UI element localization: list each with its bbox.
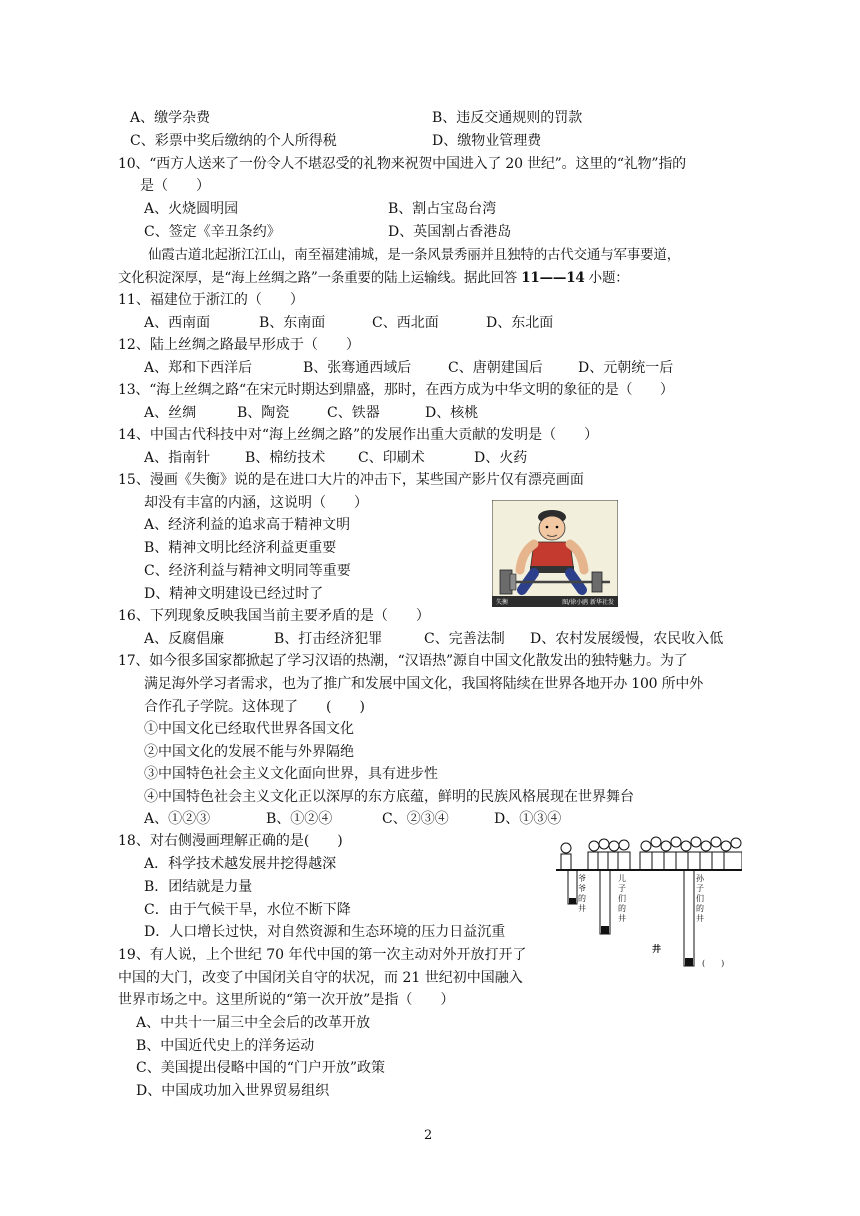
q19-option-d: D、中国成功加入世界贸易组织	[136, 1083, 330, 1099]
q16-option-a: A、反腐倡廉	[144, 631, 225, 647]
q11-option-a: A、西南面	[144, 315, 211, 331]
q17-option-c: C、②③④	[382, 811, 449, 827]
q17-stem-line3: 合作孔子学院。这体现了 ( )	[144, 699, 365, 715]
q19-line2: 中国的大门，改变了中国闭关自守的状况，而 21 世纪初中国融入	[118, 970, 523, 986]
q13-option-d: D、核桃	[425, 405, 479, 421]
q14-option-c: C、印刷术	[358, 450, 425, 466]
q17-statement-4: ④中国特色社会主义文化正以深厚的东方底蕴，鲜明的民族风格展现在世界舞台	[144, 789, 634, 805]
q18-option-d: D．人口增长过快，对自然资源和生态环境的压力日益沉重	[144, 924, 506, 940]
q15-option-a: A、经济利益的追求高于精神文明	[144, 517, 351, 533]
q12-option-c: C、唐朝建国后	[448, 360, 543, 376]
q17-stem-line2: 满足海外学习者需求，也为了推广和发展中国文化，我国将陆续在世界各地开办 100 所中外	[144, 676, 704, 692]
q12-option-a: A、郑和下西洋后	[144, 360, 253, 376]
q14-option-b: B、棉纺技术	[245, 450, 326, 466]
q17-statement-1: ①中国文化已经取代世界各国文化	[144, 721, 354, 737]
q19-option-a: A、中共十一届三中全会后的改革开放	[136, 1015, 371, 1031]
wells-cartoon	[556, 836, 742, 971]
q9-option-b: B、违反交通规则的罚款	[432, 110, 583, 126]
q9-option-c: C、彩票中奖后缴纳的个人所得税	[130, 133, 337, 149]
q10-option-d: D、英国割占香港岛	[388, 224, 512, 240]
q11-option-b: B、东南面	[259, 315, 326, 331]
label-grandpa-well: 爷爷的井	[578, 874, 586, 913]
q15-option-c: C、经济利益与精神文明同等重要	[144, 563, 351, 579]
q15-stem-line2: 却没有丰富的内涵，这说明（ ）	[144, 495, 368, 511]
q14-stem: 14、中国古代科技中对“海上丝绸之路”的发展作出重大贡献的发明是（ ）	[118, 427, 599, 443]
q16-option-d: D、农村发展缓慢，农民收入低	[530, 631, 724, 647]
q13-option-b: B、陶瓷	[237, 405, 290, 421]
q19-option-c: C、美国提出侵略中国的“门户开放”政策	[136, 1060, 386, 1076]
q16-option-c: C、完善法制	[424, 631, 505, 647]
q18-option-a: A．科学技术越发展井挖得越深	[144, 856, 337, 872]
q11-option-c: C、西北面	[372, 315, 439, 331]
q10-option-a: A、火烧圆明园	[144, 201, 239, 217]
q19-line1: 19、有人说，上个世纪 70 年代中国的第一次主动对外开放打开了	[118, 947, 527, 963]
q15-option-b: B、精神文明比经济利益更重要	[144, 540, 337, 556]
cartoon1-caption-left: 失衡	[496, 599, 509, 606]
label-grandsons-well: 孙子们的井	[696, 874, 704, 923]
q10-stem-line2: 是（ ）	[140, 178, 210, 194]
q10-stem-line1: 10、“西方人送来了一份令人不堪忍受的礼物来祝贺中国进入了 20 世纪”。这里的“礼物”指的	[118, 156, 686, 172]
q19-option-b: B、中国近代史上的洋务运动	[136, 1038, 315, 1054]
q17-option-b: B、①②④	[266, 811, 333, 827]
q12-option-b: B、张骞通西域后	[303, 360, 412, 376]
q13-option-c: C、铁器	[327, 405, 380, 421]
q17-option-a: A、①②③	[144, 811, 211, 827]
q17-option-d: D、①③④	[494, 811, 562, 827]
q13-option-a: A、丝绸	[144, 405, 197, 421]
q15-stem-line1: 15、漫画《失衡》说的是在进口大片的冲击下，某些国产影片仅有漂亮画面	[118, 472, 584, 488]
label-paren: ( )	[702, 959, 725, 968]
q14-option-d: D、火药	[474, 450, 528, 466]
q15-option-d: D、精神文明建设已经过时了	[144, 586, 324, 602]
q11-stem: 11、福建位于浙江的（ ）	[118, 292, 304, 308]
q17-stem-line1: 17、如今很多国家都掀起了学习汉语的热潮，“汉语热”源自中国文化散发出的独特魅力。为了	[118, 653, 688, 669]
passage-line2: 文化积淀深厚，是“海上丝绸之路”一条重要的陆上运输线。据此回答 11——14 小题：	[118, 270, 629, 286]
q19-line3: 世界市场之中。这里所说的“第一次开放”是指（ ）	[118, 992, 455, 1008]
q17-statement-3: ③中国特色社会主义文化面向世界，具有进步性	[144, 766, 438, 782]
q9-option-a: A、缴学杂费	[130, 110, 211, 126]
label-sons-well: 儿子们的井	[618, 874, 626, 923]
page-number: 2	[424, 1128, 433, 1143]
q16-stem: 16、下列现象反映我国当前主要矛盾的是（ ）	[118, 608, 430, 624]
q12-stem: 12、陆上丝绸之路最早形成于（ ）	[118, 337, 360, 353]
q9-option-d: D、缴物业管理费	[432, 133, 542, 149]
q10-option-c: C、签定《辛丑条约》	[144, 224, 281, 240]
passage-line1: 仙霞古道北起浙江江山，南至福建浦城，是一条风景秀丽并且独特的古代交通与军事要道，	[148, 247, 680, 263]
label-well: 井	[652, 945, 662, 955]
weightlifter-illustration	[492, 500, 618, 607]
q18-stem: 18、对右侧漫画理解正确的是( )	[118, 833, 343, 849]
q17-statement-2: ②中国文化的发展不能与外界隔绝	[144, 744, 354, 760]
q13-stem: 13、“海上丝绸之路“在宋元时期达到鼎盛，那时，在西方成为中华文明的象征的是（ ）	[118, 382, 674, 398]
weightlifter-cartoon	[492, 500, 618, 607]
q18-option-c: C．由于气候干旱，水位不断下降	[144, 902, 351, 918]
q10-option-b: B、割占宝岛台湾	[388, 201, 497, 217]
q12-option-d: D、元朝统一后	[578, 360, 674, 376]
cartoon1-caption-right: 图/徐小鸥 新华社发	[562, 599, 614, 606]
q16-option-b: B、打击经济犯罪	[274, 631, 383, 647]
q14-option-a: A、指南针	[144, 450, 211, 466]
q11-option-d: D、东北面	[486, 315, 554, 331]
q18-option-b: B．团结就是力量	[144, 879, 253, 895]
